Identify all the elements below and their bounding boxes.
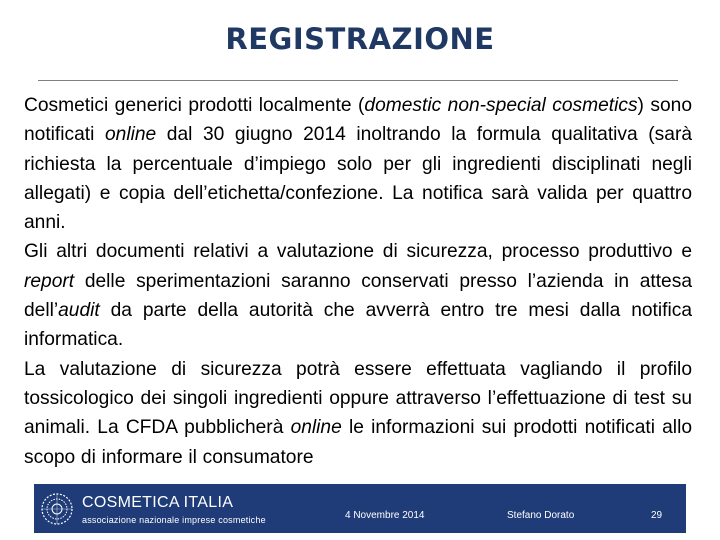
footer-author: Stefano Dorato bbox=[507, 510, 575, 521]
footer-date: 4 Novembre 2014 bbox=[345, 510, 425, 521]
text-run: delle sperimentazioni saranno conservati presso l’azienda in attesa dell’ bbox=[24, 270, 692, 322]
text-run: ) sono notificati bbox=[24, 95, 692, 146]
text-run: Cosmetici generici prodotti localmente ( bbox=[24, 95, 365, 116]
italic-text: domestic non-special cosmetics bbox=[364, 95, 638, 116]
body-text bbox=[24, 91, 692, 472]
text-run: da parte della autorità che avverrà entro tre mesi dalla notifica informatica. bbox=[24, 300, 692, 351]
text-run: Gli altri documenti relativi a valutazione di sicurezza, processo produttivo e bbox=[24, 241, 692, 263]
italic-text: audit bbox=[58, 300, 100, 322]
page-number: 29 bbox=[651, 510, 663, 521]
body-paragraph bbox=[24, 355, 692, 472]
title-divider bbox=[38, 80, 678, 81]
italic-text: online bbox=[104, 124, 157, 146]
footer-brand: COSMETICA ITALIA bbox=[82, 494, 234, 511]
footer-bar bbox=[34, 484, 686, 533]
body-paragraph bbox=[24, 237, 692, 354]
italic-text: report bbox=[24, 270, 75, 292]
slide-title: REGISTRAZIONE bbox=[225, 22, 495, 56]
text-run: La valutazione di sicurezza potrà essere effettuata vagliando il profilo tossicologico dei singoli ingredienti oppure attraverso l’effettuazione di test su animali. La CFDA pubblicherà bbox=[24, 358, 692, 439]
italic-text: online bbox=[290, 417, 342, 439]
cosmetica-italia-logo-icon bbox=[40, 492, 74, 526]
footer-subbrand: associazione nazionale imprese cosmetiche bbox=[82, 515, 266, 525]
text-run: dal 30 giugno 2014 inoltrando la formula qualitativa (sarà richiesta la percentuale d’impiego solo per gli ingredienti disciplinati negli allegati) e copia dell’etichetta/confezione. La notifica sarà valida per quattro anni. bbox=[24, 124, 692, 234]
text-run: le informazioni sui prodotti notificati allo scopo di informare il consumatore bbox=[24, 417, 693, 468]
body-paragraph bbox=[24, 91, 692, 237]
